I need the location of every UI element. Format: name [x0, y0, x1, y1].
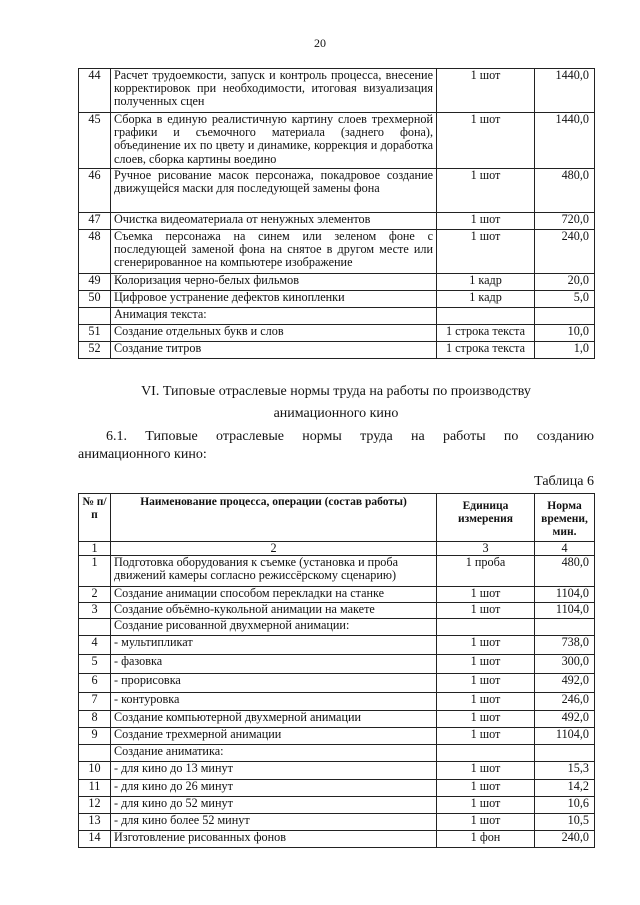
unit-cell: 1 шот	[437, 603, 535, 619]
table-row	[79, 655, 595, 674]
row-number: 52	[79, 342, 111, 359]
index-row	[79, 542, 595, 556]
norm-cell: 14,2	[535, 780, 595, 797]
subheading-cell: Создание аниматика:	[111, 745, 437, 762]
unit-cell: 1 шот	[437, 674, 535, 693]
norm-cell: 1,0	[535, 342, 595, 359]
operation-name: Создание компьютерной двухмерной анимации	[111, 711, 437, 728]
subheading-cell: Анимация текста:	[111, 308, 437, 325]
unit-cell: 1 шот	[437, 762, 535, 780]
table-row	[79, 213, 595, 230]
unit-cell: 1 шот	[437, 711, 535, 728]
row-number: 50	[79, 291, 111, 308]
section-title-line2: анимационного кино	[273, 406, 399, 421]
norm-cell: 1440,0	[535, 69, 595, 113]
row-number: 13	[79, 814, 111, 831]
norm-cell: 720,0	[535, 213, 595, 230]
row-number: 49	[79, 274, 111, 291]
table-row	[79, 780, 595, 797]
norm-cell: 1104,0	[535, 728, 595, 745]
operation-name: - мультипликат	[111, 636, 437, 655]
operation-name: - для кино до 52 минут	[111, 797, 437, 814]
norm-cell: 492,0	[535, 674, 595, 693]
table-row	[79, 693, 595, 711]
norm-cell: 20,0	[535, 274, 595, 291]
norm-cell: 1104,0	[535, 603, 595, 619]
table-row	[79, 69, 595, 113]
operation-name: - для кино до 13 минут	[111, 762, 437, 780]
table-row	[79, 113, 595, 169]
operation-name: Сборка в единую реалистичную картину слоев трехмерной графики и съемочного материала (заднего фона), объединение их по цвету и динамике, коррекция и доработка слоев, сборка картины воедино	[111, 113, 437, 169]
table-row	[79, 325, 595, 342]
operation-name: - фазовка	[111, 655, 437, 674]
index-cell: 4	[535, 542, 595, 556]
unit-cell: 1 кадр	[437, 274, 535, 291]
row-number	[79, 745, 111, 762]
row-number: 44	[79, 69, 111, 113]
header-operation: Наименование процесса, операции (состав работы)	[111, 494, 437, 542]
table-row	[79, 711, 595, 728]
operation-name: Колоризация черно-белых фильмов	[111, 274, 437, 291]
unit-cell: 1 шот	[437, 636, 535, 655]
unit-cell: 1 шот	[437, 814, 535, 831]
row-number: 51	[79, 325, 111, 342]
row-number: 10	[79, 762, 111, 780]
index-cell: 2	[111, 542, 437, 556]
operation-name: Съемка персонажа на синем или зеленом фоне с последующей заменой фона на снятое в другом месте или сгенерированное на компьютере изображение	[111, 230, 437, 274]
row-number: 7	[79, 693, 111, 711]
operation-name: Создание объёмно-кукольной анимации на макете	[111, 603, 437, 619]
table-row	[79, 274, 595, 291]
unit-cell: 1 шот	[437, 655, 535, 674]
row-number: 45	[79, 113, 111, 169]
unit-cell: 1 кадр	[437, 291, 535, 308]
operation-name: Изготовление рисованных фонов	[111, 831, 437, 848]
norm-cell: 492,0	[535, 711, 595, 728]
unit-cell: 1 шот	[437, 797, 535, 814]
norm-cell: 738,0	[535, 636, 595, 655]
unit-cell: 1 шот	[437, 728, 535, 745]
operation-name: - для кино до 26 минут	[111, 780, 437, 797]
unit-cell: 1 фон	[437, 831, 535, 848]
operation-name: - контуровка	[111, 693, 437, 711]
norm-cell: 10,0	[535, 325, 595, 342]
unit-cell: 1 шот	[437, 213, 535, 230]
norm-cell: 240,0	[535, 230, 595, 274]
unit-cell	[437, 308, 535, 325]
norm-cell: 10,6	[535, 797, 595, 814]
unit-cell: 1 проба	[437, 556, 535, 587]
row-number: 9	[79, 728, 111, 745]
row-number	[79, 619, 111, 636]
unit-cell: 1 шот	[437, 69, 535, 113]
row-number: 4	[79, 636, 111, 655]
unit-cell: 1 шот	[437, 587, 535, 603]
norm-cell: 5,0	[535, 291, 595, 308]
table-row	[79, 603, 595, 619]
operation-name: Создание трехмерной анимации	[111, 728, 437, 745]
index-cell: 3	[437, 542, 535, 556]
table-row	[79, 745, 595, 762]
table-row	[79, 169, 595, 213]
section-title-line1: VI. Типовые отраслевые нормы труда на работы по производству	[141, 384, 531, 399]
operation-name: Расчет трудоемкости, запуск и контроль процесса, внесение корректировок при необходимости, итоговая визуализация полученных сцен	[111, 69, 437, 113]
header-number: № п/п	[79, 494, 111, 542]
table-row	[79, 342, 595, 359]
operation-name: - прорисовка	[111, 674, 437, 693]
table-row	[79, 291, 595, 308]
row-number: 14	[79, 831, 111, 848]
paragraph-line2: анимационного кино:	[78, 447, 207, 462]
norm-cell: 1104,0	[535, 587, 595, 603]
norm-cell	[535, 619, 595, 636]
table-row	[79, 814, 595, 831]
unit-cell	[437, 619, 535, 636]
paragraph-line1-wrap	[78, 428, 594, 446]
operation-name: - для кино более 52 минут	[111, 814, 437, 831]
norm-cell: 15,3	[535, 762, 595, 780]
operation-name: Цифровое устранение дефектов кинопленки	[111, 291, 437, 308]
page-number: 20	[314, 36, 326, 50]
table-row	[79, 230, 595, 274]
header-unit: Единица измерения	[437, 494, 535, 542]
table-row	[79, 636, 595, 655]
norm-cell: 300,0	[535, 655, 595, 674]
operation-name: Создание анимации способом перекладки на станке	[111, 587, 437, 603]
header-norm: Норма времени, мин.	[535, 494, 595, 542]
paragraph-line1: 6.1. Типовые отраслевые нормы труда на работы по созданию	[106, 429, 594, 444]
norm-cell: 1440,0	[535, 113, 595, 169]
subheading-cell: Создание рисованной двухмерной анимации:	[111, 619, 437, 636]
row-number: 46	[79, 169, 111, 213]
unit-cell: 1 шот	[437, 113, 535, 169]
row-number: 12	[79, 797, 111, 814]
operation-name: Подготовка оборудования к съемке (установка и проба движений камеры согласно режиссёрскому сценарию)	[111, 556, 437, 587]
table-row	[79, 556, 595, 587]
row-number: 48	[79, 230, 111, 274]
table-row	[79, 308, 595, 325]
header-row	[79, 494, 595, 542]
row-number: 5	[79, 655, 111, 674]
table-row	[79, 762, 595, 780]
row-number: 11	[79, 780, 111, 797]
norm-cell: 246,0	[535, 693, 595, 711]
norm-cell: 480,0	[535, 169, 595, 213]
row-number: 1	[79, 556, 111, 587]
unit-cell: 1 шот	[437, 693, 535, 711]
row-number: 3	[79, 603, 111, 619]
unit-cell: 1 шот	[437, 780, 535, 797]
row-number: 2	[79, 587, 111, 603]
row-number: 47	[79, 213, 111, 230]
table-row	[79, 797, 595, 814]
unit-cell	[437, 745, 535, 762]
norm-cell	[535, 308, 595, 325]
norm-cell: 240,0	[535, 831, 595, 848]
norm-cell: 10,5	[535, 814, 595, 831]
subsection-paragraph	[78, 428, 594, 464]
norm-cell	[535, 745, 595, 762]
norms-table-continued	[78, 68, 595, 359]
table-row	[79, 831, 595, 848]
row-number: 6	[79, 674, 111, 693]
norms-table-6	[78, 493, 595, 848]
table-row	[79, 587, 595, 603]
norm-cell: 480,0	[535, 556, 595, 587]
unit-cell: 1 строка текста	[437, 342, 535, 359]
row-number: 8	[79, 711, 111, 728]
unit-cell: 1 шот	[437, 230, 535, 274]
row-number	[79, 308, 111, 325]
index-cell: 1	[79, 542, 111, 556]
table-row	[79, 674, 595, 693]
operation-name: Очистка видеоматериала от ненужных элементов	[111, 213, 437, 230]
table-row	[79, 619, 595, 636]
operation-name: Создание титров	[111, 342, 437, 359]
table-row	[79, 728, 595, 745]
unit-cell: 1 шот	[437, 169, 535, 213]
operation-name: Создание отдельных букв и слов	[111, 325, 437, 342]
unit-cell: 1 строка текста	[437, 325, 535, 342]
table-label: Таблица 6	[534, 474, 594, 489]
operation-name: Ручное рисование масок персонажа, покадровое создание движущейся маски для последующей замены фона	[111, 169, 437, 213]
